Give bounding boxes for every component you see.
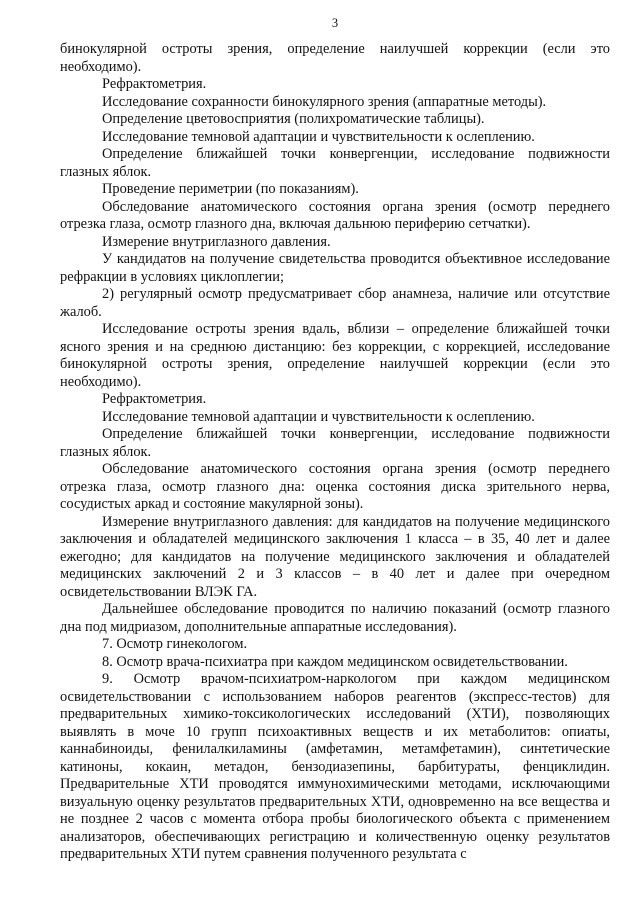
- paragraph: Исследование темновой адаптации и чувствительности к ослеплению.: [102, 408, 535, 425]
- paragraph: Исследование сохранности бинокулярного зрения (аппаратные методы).: [102, 93, 547, 110]
- paragraph: Определение цветовосприятия (полихроматические таблицы).: [102, 111, 485, 127]
- document-body: [60, 41, 610, 864]
- paragraph: 2) регулярный осмотр предусматривает сбор анамнеза, наличие или отсутствие жалоб.: [60, 286, 610, 320]
- paragraph: Определение ближайшей точки конвергенции, исследование подвижности глазных яблок.: [60, 146, 610, 180]
- paragraph: У кандидатов на получение свидетельства проводится объективное исследование рефракции в условиях циклоплегии;: [60, 251, 610, 285]
- list-item: 8. Осмотр врача-психиатра при каждом медицинском освидетельствовании.: [102, 653, 568, 670]
- page-number: 3: [331, 16, 339, 30]
- paragraph: бинокулярной остроты зрения, определение наилучшей коррекции (если это необходимо).: [60, 41, 610, 75]
- list-item: 7. Осмотр гинекологом.: [102, 636, 248, 652]
- paragraph: Исследование темновой адаптации и чувствительности к ослеплению.: [102, 128, 535, 145]
- paragraph: Обследование анатомического состояния органа зрения (осмотр переднего отрезка глаза, осмотр глазного дна, включая дальнюю периферию сетчатки).: [60, 198, 610, 232]
- paragraph: Измерение внутриглазного давления.: [102, 233, 331, 250]
- paragraph: Исследование остроты зрения вдаль, вблизи – определение ближайшей точки ясного зрения и на среднюю дистанцию: без коррекции, с коррекцией, исследование бинокулярной остроты зрения, определение наилучшей коррекции (если это необходимо).: [60, 321, 610, 390]
- list-item: 9. Осмотр врачом-психиатром-наркологом при каждом медицинском освидетельствовании с использованием наборов реагентов (экспресс-тестов) для предварительных химико-токсикологических исследований (ХТИ), позволяющих выявлять в моче 10 групп психоактивных веществ и их метаболитов: опиаты, каннабиноиды, фенилалкиламины (амфетамин, метамфетамин), синтетические катиноны, кокаин, метадон, бензодиазепины, барбитураты, фенциклидин. Предварительные ХТИ проводятся иммунохимическими методами, исключающими визуальную оценку результатов предварительных ХТИ, одновременно на все вещества и не позднее 2 часов с момента отбора пробы биологического объекта с применением анализаторов, обеспечивающих регистрацию и количественную оценку результатов предварительных ХТИ путем сравнения полученного результата с: [60, 671, 610, 862]
- paragraph: Рефрактометрия.: [102, 391, 207, 407]
- paragraph: Рефрактометрия.: [102, 76, 207, 92]
- paragraph: Определение ближайшей точки конвергенции, исследование подвижности глазных яблок.: [60, 426, 610, 460]
- paragraph: Обследование анатомического состояния органа зрения (осмотр переднего отрезка глаза, осмотр глазного дна: оценка состояния диска зрительного нерва, сосудистых аркад и состояние макулярной зоны).: [60, 461, 610, 512]
- paragraph: Проведение периметрии (по показаниям).: [102, 181, 359, 197]
- paragraph: Измерение внутриглазного давления: для кандидатов на получение медицинского заключения и обладателей медицинского заключения 1 класса – в 35, 40 лет и далее ежегодно; для кандидатов на получение медицинского заключения и обладателей медицинских заключений 2 и 3 классов – в 40 лет и далее при очередном освидетельствовании ВЛЭК ГА.: [60, 513, 610, 600]
- paragraph: Дальнейшее обследование проводится по наличию показаний (осмотр глазного дна под мидриазом, дополнительные аппаратные исследования).: [60, 601, 610, 635]
